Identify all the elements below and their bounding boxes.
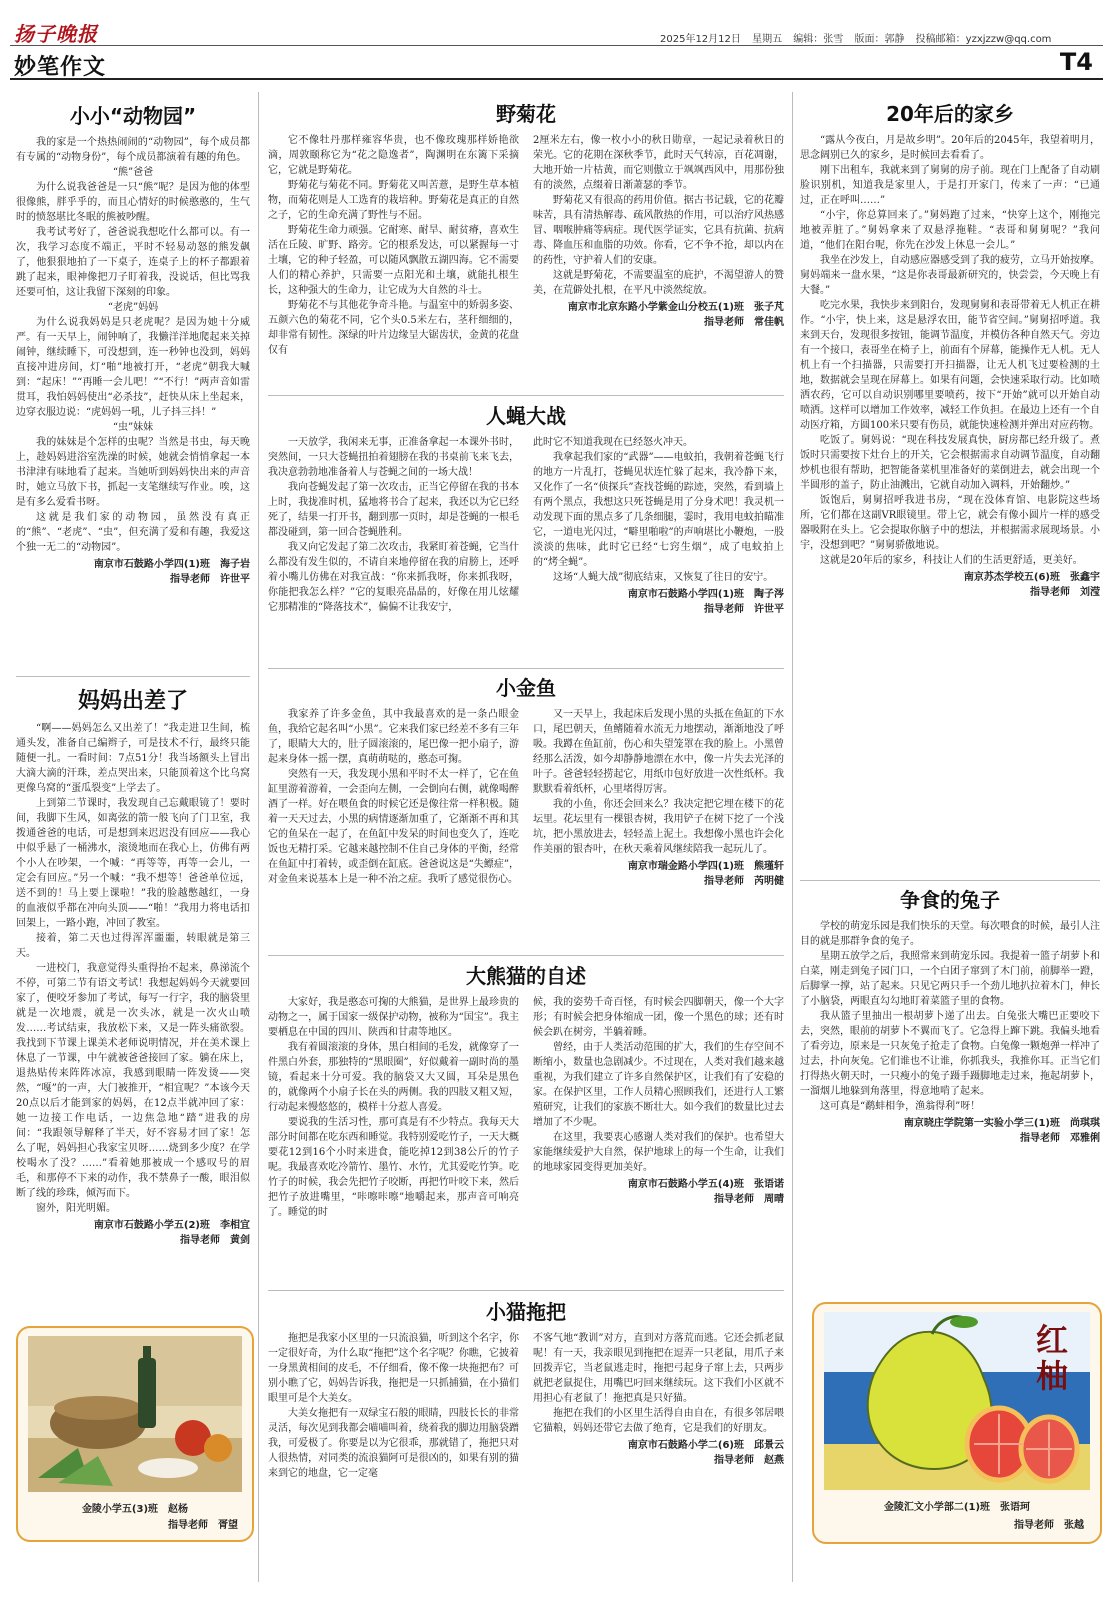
article-cat-mop (268, 1296, 784, 1586)
column-divider (258, 92, 259, 1582)
paragraph: “露从今夜白，月是故乡明”。20年后的2045年，我望着明月，思念阔别已久的家乡，是时候回去看看了。 (800, 135, 1100, 161)
student-painting-still-life (16, 1326, 254, 1542)
subheading: “虫”妹妹 (112, 422, 154, 433)
article-panda (268, 960, 784, 1286)
paragraph: 大家好，我是憨态可掬的大熊猫，是世界上最珍贵的动物之一，属于国家一级保护动物，被称为“国宝”。我主要栖息在中国的四川、陕西和甘肃等地区。 (268, 997, 519, 1038)
author-byline: 南京市石鼓路小学四(1)班 陶子涔 (627, 589, 784, 600)
author-byline: 南京市石鼓路小学四(1)班 海子岩 (93, 559, 250, 570)
teacher-credit: 指导老师 许世平 (170, 574, 250, 585)
article-title: 争食的兔子 (900, 888, 1000, 912)
paragraph: 一天放学，我闲来无事，正准备拿起一本课外书时，突然间，一只大苍蝇扭拍着翅膀在我的书桌前飞来飞去，我决意勃勃地准备着人与苍蝇之间的一场大战！ (268, 437, 519, 478)
editor-credit: 编辑：张雪 (793, 34, 844, 45)
teacher-credit: 指导老师 周晴 (714, 1194, 784, 1205)
paragraph: 我的家是一个热热闹闹的“动物园”，每个成员都有专属的“动物身份”，每个成员都演着有趣的角色。 (16, 137, 250, 163)
article-title: 20年后的家乡 (886, 102, 1014, 126)
article-divider (268, 1290, 784, 1291)
paragraph: 在这里，我要衷心感谢人类对我们的保护。也希望大家能继续爱护大自然，保护地球上的每一个生命，让我们的地球家园变得更加美好。 (533, 1132, 784, 1173)
paragraph: 野菊花不与其他花争奇斗艳。与温室中的娇弱多姿、五颜六色的菊花不同，它个头0.5米左右，茎秆细细的，却非常有韧性。深绿的叶片边缘呈大锯齿状，金黄的花盘仅有 (268, 300, 519, 356)
article-title: 小猫拖把 (486, 1300, 566, 1324)
column-divider (792, 92, 793, 1582)
teacher-credit: 指导老师 邓雅俐 (1020, 1133, 1100, 1144)
article-divider (268, 955, 784, 956)
paragraph: 窗外，阳光明媚。 (36, 1203, 116, 1214)
paragraph: 为什么说我妈妈是只老虎呢？是因为她十分威严。有一天早上，闹钟响了，我懒洋洋地爬起来关掉闹钟，继续睡下，可没想到，连一秒钟也没到，妈妈直接冲进房间，灯“啪”地被打开，“老虎”朝我大喊到：“起床！”“再睡一会儿吧！”“不行！”两声音如雷贯耳，我怕妈妈使出“必杀技”，赶快从床上坐起来，边穿衣服边说：“虎妈妈一吼，儿子抖三抖！” (16, 317, 250, 418)
paragraph: 吃完水果，我快步来到阳台，发现舅舅和表哥带着无人机正在耕作。“小宇，快上来，这是悬浮农田，能节省空间。”舅舅招呼道。我来到天台，发现很多按钮，能调节温度，并模仿各种自然天气。旁边有一个接口，表哥坐在椅子上，前面有个屏幕，能操作无人机。无人机上有一个扫描器，只需要打开扫描器，让无人机飞过要检测的土地，数据就会呈现在屏幕上。如果有问题，会快速采取行动。比如喷洒农药，它可以自动识别哪里要喷药，按下“开始”就可以开始自动喷洒。这样可以增加工作效率，减轻工作负担。在最边上还有一个自动医疗箱，方圆100米只要有伤员，就能快速检测并弹出对应药物。 (800, 300, 1100, 431)
newspaper-logo: 扬子晚报 (14, 22, 98, 46)
paragraph: 我考试考好了，爸爸说我想吃什么都可以。有一次，我学习态度不端正，平时不轻易动怒的熊发飙了，他狠狠地拍了一下桌子，连桌子上的杯子都跟着跳了起来，眼神像把刀子盯着我，没说话，但比骂我还要可怕，这让我留下深刻的印象。 (16, 227, 250, 298)
paragraph: 星期五放学之后，我照常来到萌宠乐园。我提着一篮子胡萝卜和白菜，刚走到兔子园门口，一个白团子窜到了木门前，前脚举一蹬，后脚掌一撑，站了起来。只见它两只手一个劲儿地扒拉着木门，伸长了小脑袋，两眼直勾勾地盯着菜篮子里的食物。 (800, 951, 1100, 1007)
paragraph: 要说我的生活习性，那可真是有不少特点。我每天大部分时间都在吃东西和睡觉。我特别爱吃竹子，一天大概要花12到16个小时来进食，能吃掉12到38公斤的竹子呢。我最喜欢吃冷箭竹、墨竹、水竹，尤其爱吃竹笋。吃竹子的时候，我会先把竹子咬断，再把竹叶咬下来，然后把竹子放进嘴里，“咔嚓咔嚓”地嚼起来，那声音可响亮了。睡觉的时 (268, 1117, 519, 1218)
issue-date: 2025年12月12日 (660, 34, 741, 45)
paragraph: 大美女拖把有一双绿宝石般的眼睛，四肢长长的非常灵活，每次见到我都会喵喵叫着，绕着我的脚边用脑袋蹭我，可爱极了。你要是以为它很乖，那就错了，拖把只对人很热情，对同类的流浪猫阿可是很凶的，如果有别的猫来到它的地盘，它一定毫 (268, 1408, 519, 1479)
paragraph: 2厘米左右，像一枚小小的秋日勋章，一起记录着秋日的荣光。它的花期在深秋季节，此时天气转凉，百花凋谢，大地开始一片枯黄，而它则傲立于飒飒西风中，用那份独有的淡然，点缀着日渐萧瑟的季节。 (533, 135, 784, 191)
paragraph: 又一天早上，我起床后发现小黑的头抵在鱼缸的下水口，尾巴朝天，鱼鳍随着水流无力地摆动，渐渐地没了呼吸。我蹲在鱼缸前，伤心和失望笼罩在我的脸上。小黑曾经那么活泼，如今却静静地漂在水中，像一片失去光泽的叶子。爸爸轻轻捞起它，用纸巾包好放进一次性纸杯。我默默看着纸杯，心里堵得厉害。 (533, 709, 784, 795)
article-title: 小金鱼 (496, 676, 556, 700)
author-byline: 南京苏杰学校五(6)班 张鑫宇 (963, 572, 1100, 583)
author-byline: 南京市瑞金路小学四(1)班 熊瑾轩 (627, 861, 784, 872)
masthead (0, 0, 1113, 80)
teacher-credit: 指导老师 芮明健 (704, 876, 784, 887)
article-title: 人蝇大战 (486, 404, 566, 428)
author-byline: 南京市石鼓路小学五(4)班 张语诺 (627, 1179, 784, 1190)
article-divider (16, 676, 250, 677)
paragraph: 我向苍蝇发起了第一次攻击，正当它停留在我的书本上时，我拢准时机，猛地将书合了起来，我还以为它已经死了，结果一打开书，翻到那一页时，却是苍蝇的一根毛都没碰到，第一回合苍蝇胜利。 (268, 482, 519, 538)
article-wild-chrysanthemum (268, 98, 784, 390)
article-title: 妈妈出差了 (77, 689, 188, 714)
paragraph: 我拿起我们家的“武器”——电蚊拍，我朝着苍蝇飞行的地方一片乱打，苍蝇见状连忙躲了起来，我冷静下来，又化作了一名“侦探兵”查找苍蝇的踪迹，突然，看到墙上有两个黑点，我想这只死苍蝇是用了分身术吧！我灵机一动发现下面的黑点多了几条细腿，霎时，我用电蚊拍瞄准它，一道电光闪过，“噼里啪啦”的声响堪比小鞭炮，一股淡淡的焦味，此时它已经“七窍生烟”，成了电蚊拍上的“烤全蝇”。 (533, 452, 784, 568)
paragraph: 学校的萌宠乐园是我们快乐的天堂。每次喂食的时候，最引人注目的就是那群争食的兔子。 (800, 921, 1100, 947)
author-byline: 南京市石鼓路小学二(6)班 邱景云 (627, 1440, 784, 1451)
paragraph: 拖把在我们的小区里生活得自由自在，有很多邻居喂它猫粮，妈妈还带它去做了绝育，它是我们的好朋友。 (533, 1408, 784, 1434)
header-info (660, 30, 1059, 45)
paragraph: 我坐在沙发上，自动感应器感受到了我的疲劳，立马开始按摩。舅妈端来一盘水果，“这是你表哥最新研究的，快尝尝，今天晚上有大餐。” (800, 255, 1100, 296)
painting-teacher: 指导老师 张越 (1014, 1520, 1084, 1531)
subheading: “老虎”妈妈 (107, 302, 159, 313)
article-hometown-future (800, 98, 1100, 876)
teacher-credit: 指导老师 黄剑 (180, 1235, 250, 1246)
paragraph: 为什么说我爸爸是一只“熊”呢？是因为他的体型很像熊，胖乎乎的，而且心情好的时候憨憨的，生气时的愤怒堪比冬眠的熊被吵醒。 (16, 182, 250, 223)
paragraph: 这就是20年后的家乡，科技让人们的生活更舒适，更美好。 (820, 555, 1083, 566)
paragraph: “小宇，你总算回来了。”舅妈跑了过来，“快穿上这个，刚拖完地被弄脏了。”舅妈拿来了双悬浮拖鞋。“表哥和舅舅呢？”我问道，“他们在阳台呢，你先在沙发上休息一会儿。” (800, 210, 1100, 251)
painting-caption: 金陵汇文小学部二(1)班 张语珂 (883, 1502, 1031, 1513)
article-divider (800, 880, 1100, 881)
article-title: 小小“动物园” (69, 104, 197, 128)
paragraph: 一进校门，我意觉得头重得抬不起来，鼻涕流个不停，可第二节有语文考试！我想起妈妈今天就要回家了，便咬牙参加了考试，每写一行字，我的脑袋里就是一次地震，就是一次头冰，就是一次火山喷发……考试结束，我放松下来，又是一阵头痛欲裂。我找到下节课上课美术老师说明情况，并在美术课上休息了一节课，中午就被爸爸接回了家。躺在床上，退热贴传来阵阵冰凉，我感到眼睛一阵发烫——突然，“嘎”的一声，大门被推开，“相宜呢？”本该今天20点以后才能到家的妈妈，在12点半就冲回了家：她一边接工作电话，一边焦急地“踏”进我的房间：“我跟领导解释了半天，好不容易才回了家！怎么了呢，妈妈担心我家宝贝呀……烧到多少度？在学校喝水了没？……”看着她那被成一个感叹号的眉毛，和那停不下来的动作，我不禁鼻子一酸，眼泪似断了线的珍珠，倾泻而下。 (16, 963, 250, 1199)
article-fly-battle (268, 400, 784, 664)
paragraph: 这场“人蝇大战”彻底结束，又恢复了往日的安宁。 (553, 572, 774, 583)
author-byline: 南京市石鼓路小学五(2)班 李相宜 (93, 1220, 250, 1231)
submission-email: 投稿邮箱：yzxjzzw@qq.com (915, 34, 1052, 45)
article-divider (268, 668, 784, 669)
page-number: T4 (1059, 48, 1093, 76)
paragraph: 上到第二节课时，我发现自己忘戴眼镜了！要时间，我脚下生风，如离弦的箭一般飞向了门卫室，我拨通爸爸的电话，可是想到来迟迟没有回应——我心中似乎悬了一桶沸水，滚烫地而在我心上，仿佛有两个小人在吵架，一个喊：“再等等，再等一会儿，一定会有回应。”另一个喊：“我不想等！爸爸单位远，送不到的！马上要上课啦！”我的脸越憋越红，一身的血液似乎都在冲向头顶——“啪！”我用力将电话扣回架上，一路小跑，冲回了教室。 (16, 798, 250, 929)
paragraph: 拖把是我家小区里的一只流浪猫，听到这个名字，你一定很好奇，为什么取“拖把”这个名字呢？你瞧，它披着一身黑黄相间的皮毛，不仔细看，像不像一块拖把布？可别小瞧了它，妈妈告诉我，拖把是一只抓捕猫，在小猫们眼里可是个大美女。 (268, 1333, 519, 1404)
still-life-painting-image (18, 1328, 252, 1500)
header-rule (10, 45, 1103, 46)
author-byline: 南京市北京东路小学紫金山分校五(1)班 张子芃 (567, 302, 784, 313)
article-goldfish (268, 672, 784, 952)
paragraph: 我家养了许多金鱼，其中我最喜欢的是一条凸眼金鱼，我给它起名叫“小黑”。它来我们家已经差不多有三年了，眼睛大大的，肚子圆滚滚的，尾巴像一把小扇子，游起来身体一摇一摆，真萌萌哒的，憨态可掬。 (268, 709, 519, 765)
teacher-credit: 指导老师 常佳帆 (704, 317, 784, 328)
article-title: 大熊猫的自述 (466, 964, 586, 988)
article-mom-trip (16, 684, 250, 1320)
paragraph: 我又向它发起了第二次攻击，我紧盯着苍蝇，它当什么都没有发生似的，不请自来地停留在我的肩膀上，还呼着小嘴儿仿佛在对我宣战：“你来抓我呀，你来抓我呀，你能把我怎么样？”它的复眼亮晶晶的，好像在用儿炫耀它那精准的“降落技术”，偏偏不让我安宁， (268, 542, 519, 613)
section-title: 妙笔作文 (14, 54, 107, 80)
issue-weekday: 星期五 (752, 34, 783, 45)
article-rabbits (800, 884, 1100, 1296)
paragraph: 我有着圆滚滚的身体，黑白相间的毛发，就像穿了一件黑白外套，那独特的“黑眼圈”，好似戴着一副时尚的墨镜，看起来十分可爱。我的脑袋又大又圆，耳朵是黑色的，就像两个小扇子长在头的两侧。我的四肢又粗又短，行动起来慢悠悠的，模样十分惹人喜爱。 (268, 1042, 519, 1113)
paragraph: 刚下出租车，我就来到了舅舅的房子前。现在门上配备了自动刷脸识别机，知道我是家里人，于是打开家门，传来了一声：“已通过，正在呼叫……” (800, 165, 1100, 206)
paragraph: 我的妹妹是个怎样的虫呢？当然是书虫，每天晚上，趁妈妈进浴室洗澡的时候，她就会悄悄拿起一本书津津有味地看了起来。当她听到妈妈快出来的声音时，她立马放下书，抓起一支笔继续写作业。唉，这是有多么爱看书呀。 (16, 437, 250, 508)
paragraph: 饭饱后，舅舅招呼我进书房，“现在没体育馆、电影院这些场所，它们都在这副VR眼镜里。带上它，就会有像小圆片一样的感受器吸附在头上。它会提取你脑子中的想法，并根据需求展现场景。小宇，没想到吧？”舅舅骄傲地说。 (800, 495, 1100, 551)
paragraph: 此时它不知道我现在已经怒火冲天。 (533, 437, 693, 448)
article-title: 野菊花 (496, 102, 556, 126)
header-rule-bold (10, 78, 1103, 80)
paragraph: 我的小鱼，你还会回来么？我决定把它埋在楼下的花坛里。花坛里有一棵银杏树，我用铲子在树下挖了一个浅坑，把小黑放进去，轻轻盖上泥土。我想像小黑也许会化作美丽的银杏叶，在秋天乘着风继续陪我一起玩儿了。 (533, 799, 784, 855)
painting-label: 红柚 (1035, 1321, 1068, 1395)
paragraph: 吃饭了。舅妈说：“现在科技发展真快，厨房都已经升级了。煮饭时只需要按下灶台上的开关，它会根据需求自动调节温度，自动翻炒机也很有帮助，把智能备菜机里准备好的菜倒进去，就会出现一个半圆形的盖子，防止油溅出，它就自动加入调料，开始翻炒。” (800, 435, 1100, 491)
subheading: “熊”爸爸 (112, 167, 154, 178)
paragraph: 这可真是“鹬蚌相争，渔翁得利”呀！ (820, 1101, 981, 1112)
paragraph: 曾经，由于人类活动范围的扩大，我们的生存空间不断缩小，数量也急剧减少。不过现在，人类对我们越来越重视，为我们建立了许多自然保护区，让我们有了安稳的家。在保护区里，工作人员精心照顾我们，还进行人工繁殖研究，让我们的家族不断壮大。如今我们的数量比过去增加了不少呢。 (533, 1042, 784, 1128)
paragraph: 野菊花生命力顽强。它耐寒、耐旱、耐贫瘠，喜欢生活在丘陵、旷野、路旁。它的根系发达，可以紧握每一寸土壤，它的种子轻盈，可以随风飘散五湖四海。它不需要人们的精心养护，只需要一点阳光和土壤，就能扎根生长，这种强大的生命力，让它成为大自然的斗士。 (268, 225, 519, 296)
paragraph: 野菊花又有很高的药用价值。据古书记载，它的花瓣味苦，具有清热解毒、疏风散热的作用，可以治疗风热感冒、咽喉肿痛等病症。现代医学证实，它具有抗菌、抗病毒、降血压和血脂的功效。你看，它不争不抢，却以内在的药性，守护着人们的安康。 (533, 195, 784, 266)
author-byline: 南京晓庄学院第一实验小学三(1)班 尚琪琪 (903, 1118, 1100, 1129)
article-divider (268, 395, 784, 396)
teacher-credit: 指导老师 赵燕 (714, 1455, 784, 1466)
painting-caption: 金陵小学五(3)班 赵杨 (81, 1504, 189, 1515)
paragraph: 我从篮子里抽出一根胡萝卜递了出去。白兔张大嘴巴正要咬下去，突然，眼前的胡萝卜不翼而飞了。它急得上蹿下跳。我偏头地看了看旁边，原来是一只灰兔子抢走了食物。白兔像一颗炮弹一样冲了过去，扑向灰兔。它们谁也不让谁，你抓我头，我推你耳。正当它们打得热火朝天时，一只瘦小的兔子蹑手蹑脚地走过来，拖起胡萝卜，一溜烟儿地躲到角落里，得意地啃了起来。 (800, 1011, 1100, 1097)
paragraph: 野菊花与菊花不同。野菊花又叫苦薏，是野生草本植物，而菊花则是人工选育的栽培种。野菊花是真正的自然之子，它的生命充满了野性与不屈。 (268, 180, 519, 221)
paragraph: 接着，第二天也过得浑浑噩噩，转眼就是第三天。 (16, 933, 250, 959)
paragraph: 突然有一天，我发现小黑和平时不太一样了，它在鱼缸里游着游着，一会歪向左侧，一会倒向右侧，就像喝醉酒了一样。好在喂鱼食的时候它还是像往常一样积极。随着一天天过去，小黑的病情逐渐加重了，它渐渐不再和其它的鱼呆在一起了，在鱼缸中发呆的时间也变久了，连吃饭也无精打采。它越来越控制不住自己身体的平衡，经常在鱼缸中打着转，或歪倒在缸底。爸爸说这是“失鳔症”，对金鱼来说基本上是一种不治之症。我听了感觉很伤心。 (268, 769, 519, 885)
teacher-credit: 指导老师 许世平 (704, 604, 784, 615)
paragraph: “啊——妈妈怎么又出差了！”我走进卫生间，梳通头发，准备自己编辫子，可是技术不行，最终只能随便一扎。一看时间：7点51分！我当场额头上冒出大滴大滴的汗珠，差点哭出来，只能顶着这个比乌窝更像乌窝的“蛋瓜裂变”上学去了。 (16, 723, 250, 794)
student-painting-pomelo (812, 1302, 1102, 1544)
article-zoo (16, 100, 250, 672)
paragraph: 这就是我们家的动物园，虽然没有真正的“熊”、“老虎”、“虫”，但充满了爱和有趣，我爱这个独一无二的“动物园”。 (16, 512, 250, 553)
paragraph: 不客气地“教训”对方，直到对方落荒而逃。它还会抓老鼠呢！有一天，我亲眼见到拖把在逗弄一只老鼠，用爪子来回拨弄它，当老鼠逃走时，拖把弓起身子窜上去，只两步就把老鼠捉住，用嘴巴叼回来继续玩。这下我们小区就不用担心有老鼠了！拖把真是只好猫。 (533, 1333, 784, 1404)
painting-teacher: 指导老师 胥望 (168, 1520, 238, 1531)
paragraph: 它不像牡丹那样雍容华贵，也不像玫瑰那样娇艳欲滴，周敦颐称它为“花之隐逸者”，陶渊明在东篱下采摘它，它就是野菊花。 (268, 135, 519, 176)
paragraph: 候，我的姿势千奇百怪，有时候会四脚朝天，像一个大字形；有时候会把身体缩成一团，像一个黑色的球；还有时候会趴在树旁，半躺着睡。 (533, 997, 784, 1038)
layout-credit: 版面：郭静 (854, 34, 905, 45)
teacher-credit: 指导老师 刘滢 (1030, 587, 1100, 598)
paragraph: 这就是野菊花，不需要温室的庇护，不渴望游人的赞美，在荒僻处扎根，在平凡中淡然绽放。 (533, 270, 784, 296)
